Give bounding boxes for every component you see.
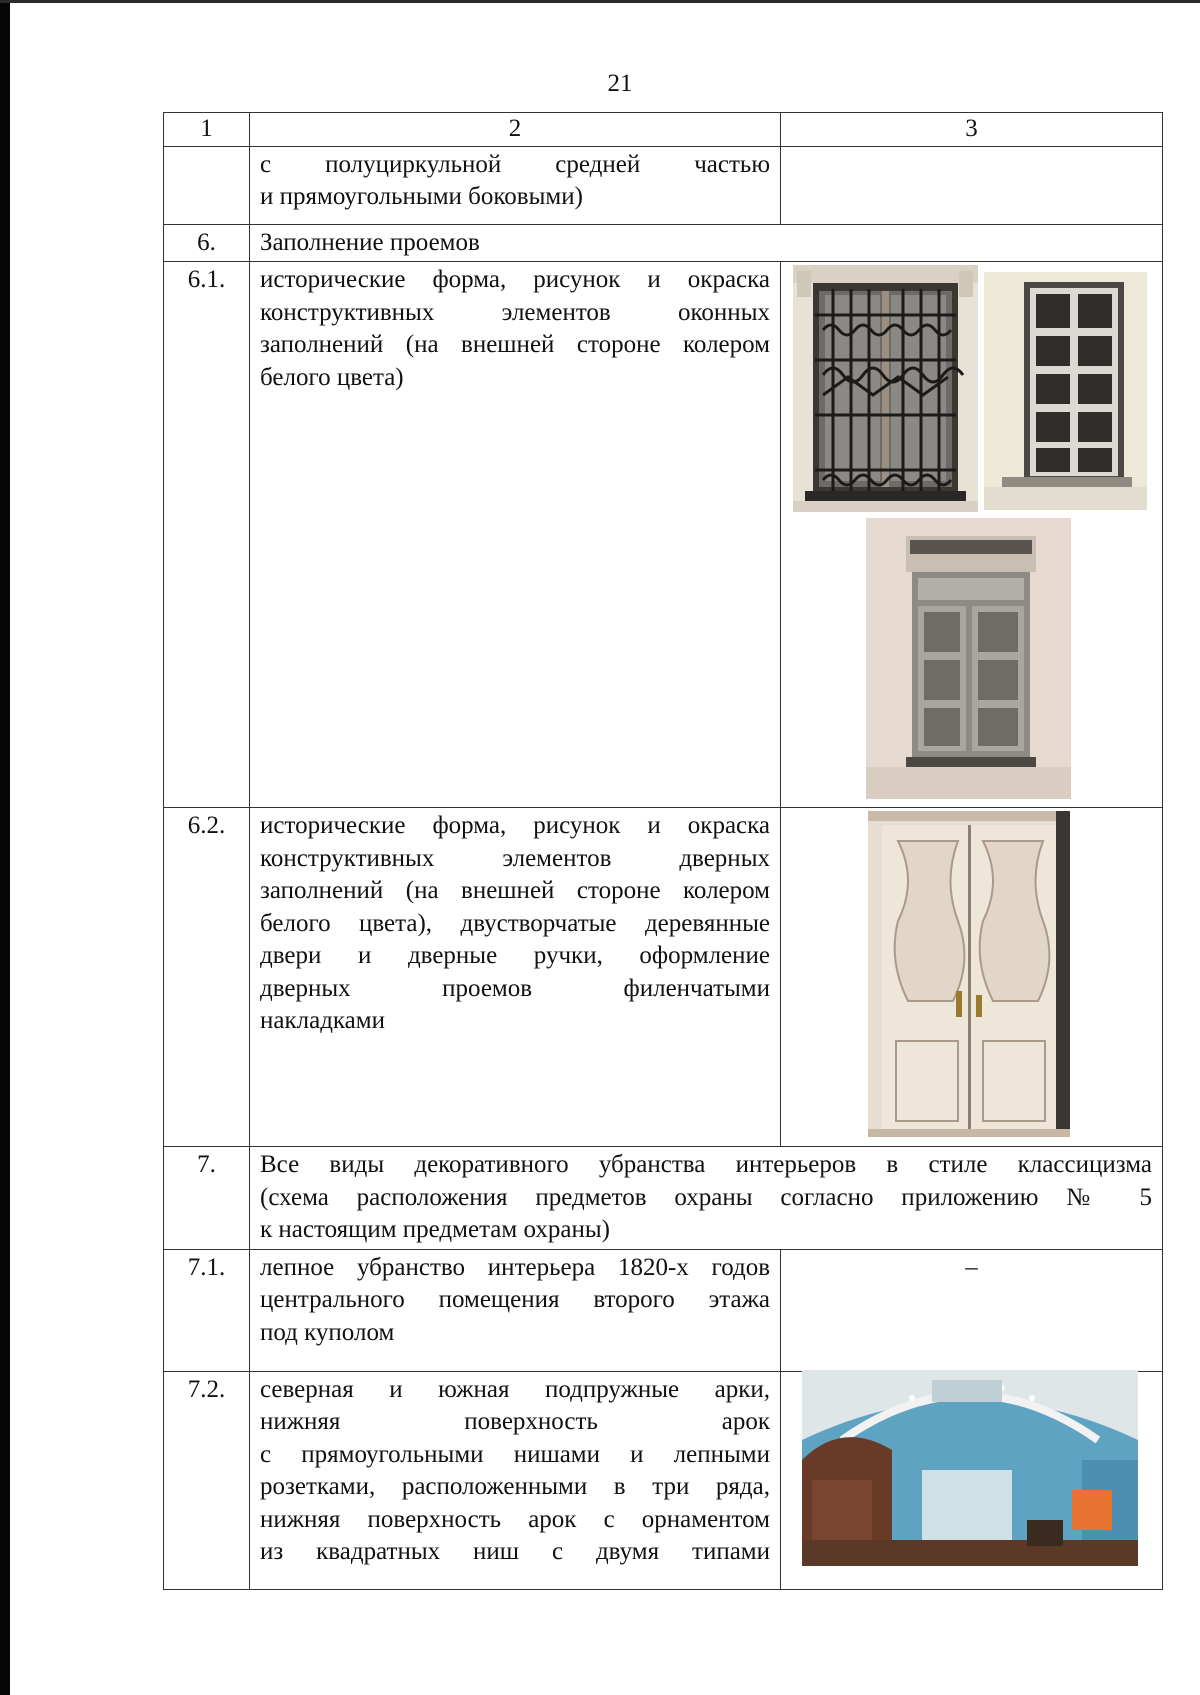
text-line: заполнений (на внешней стороне колером xyxy=(260,877,770,904)
text-line: центрального помещения второго этажа xyxy=(260,1286,770,1313)
text-line: нижняя поверхность арок xyxy=(260,1408,770,1435)
section-title xyxy=(250,1147,1163,1250)
header-cell: 3 xyxy=(781,113,1163,147)
text-line: белого цвета) xyxy=(260,363,404,391)
text-line: конструктивных элементов дверных xyxy=(260,844,770,872)
row-images xyxy=(781,146,1163,224)
text-line: и прямоугольными боковыми) xyxy=(260,183,583,210)
row-description xyxy=(250,1371,781,1589)
text-line: белого цвета), двустворчатые деревянные xyxy=(260,909,770,937)
table-row xyxy=(164,224,1163,262)
row-description xyxy=(250,146,781,224)
table-row xyxy=(164,1147,1163,1250)
empty-value xyxy=(781,1249,1163,1371)
row-description xyxy=(250,1249,781,1371)
text-line: с прямоугольными нишами и лепными xyxy=(260,1440,770,1468)
text-line: розетками, расположенными в три ряда, xyxy=(260,1473,770,1500)
table-row xyxy=(164,1249,1163,1371)
row-number: 7.2. xyxy=(164,1371,250,1589)
double-wooden-door-photo xyxy=(868,811,1070,1137)
text-line: под куполом xyxy=(260,1318,395,1346)
row-description xyxy=(250,262,781,808)
dash-mark: – xyxy=(965,1253,978,1281)
header-cell: 2 xyxy=(250,113,781,147)
header-cell: 1 xyxy=(164,113,250,147)
table-row xyxy=(164,146,1163,224)
text-line: исторические форма, рисунок и окраска xyxy=(260,266,770,293)
text-line: с полуциркульной средней частью xyxy=(260,150,770,178)
text-line: накладками xyxy=(260,1007,385,1034)
row-number: 7.1. xyxy=(164,1249,250,1371)
row-number: 7. xyxy=(164,1147,250,1250)
row-description xyxy=(250,808,781,1147)
scan-edge xyxy=(0,0,10,1695)
table-header-row xyxy=(164,113,1163,147)
text-line: конструктивных элементов оконных xyxy=(260,298,770,326)
domed-hall-interior-photo xyxy=(802,1370,1138,1566)
text-line: нижняя поверхность арок с орнаментом xyxy=(260,1505,770,1533)
double-casement-window-photo xyxy=(984,272,1147,510)
text-line: Все виды декоративного убранства интерьеров в стиле классицизма xyxy=(260,1151,1152,1178)
text-line: двери и дверные ручки, оформление xyxy=(260,942,770,969)
text-line: лепное убранство интерьера 1820-х годов xyxy=(260,1253,770,1281)
window-with-transom-photo xyxy=(866,518,1071,799)
window-with-iron-grille-photo xyxy=(793,265,978,512)
text-line: из квадратных ниш с двумя типами xyxy=(260,1538,770,1565)
text-line: северная и южная подпружные арки, xyxy=(260,1375,770,1403)
row-number: 6.2. xyxy=(164,808,250,1147)
text-line: к настоящим предметам охраны) xyxy=(260,1216,610,1243)
row-number: 6.1. xyxy=(164,262,250,808)
row-number xyxy=(164,146,250,224)
section-title xyxy=(250,224,1163,262)
text-line: Заполнение проемов xyxy=(260,228,480,256)
text-line: исторические форма, рисунок и окраска xyxy=(260,812,770,839)
text-line: заполнений (на внешней стороне колером xyxy=(260,331,770,358)
text-line: (схема расположения предметов охраны согласно приложению № 5 xyxy=(260,1183,1152,1211)
row-number: 6. xyxy=(164,224,250,262)
page-number: 21 xyxy=(607,70,633,97)
text-line: дверных проемов филенчатыми xyxy=(260,974,770,1002)
scan-edge-top xyxy=(0,0,1200,3)
